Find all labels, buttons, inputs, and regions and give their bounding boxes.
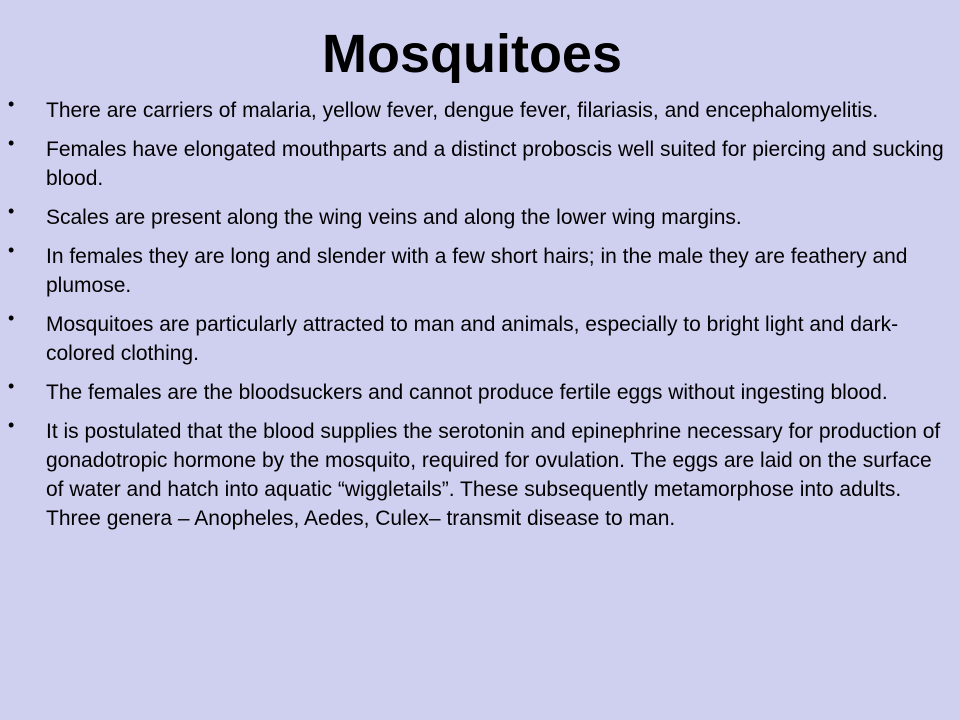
bullet-icon: • <box>8 376 15 396</box>
bullet-icon: • <box>8 201 15 221</box>
bullet-text: Females have elongated mouthparts and a distinct proboscis well suited for piercing and sucking blood. <box>46 138 944 190</box>
bullet-text: There are carriers of malaria, yellow fever, dengue fever, filariasis, and encephalomyelitis. <box>46 99 879 122</box>
bullet-icon: • <box>8 415 15 435</box>
bullet-item <box>0 135 946 193</box>
bullet-item <box>0 203 946 232</box>
bullet-icon: • <box>8 133 15 153</box>
bullet-icon: • <box>8 94 15 114</box>
bullet-item <box>0 242 946 300</box>
bullet-icon: • <box>8 240 15 260</box>
bullet-item <box>0 417 946 533</box>
bullet-icon: • <box>8 308 15 328</box>
bullet-item <box>0 378 946 407</box>
bullet-text: In females they are long and slender with a few short hairs; in the male they are feathery and plumose. <box>46 245 908 297</box>
slide-title: Mosquitoes <box>321 24 622 84</box>
bullet-text: Scales are present along the wing veins and along the lower wing margins. <box>46 206 742 229</box>
bullet-text: Mosquitoes are particularly attracted to man and animals, especially to bright light and dark-colored clothing. <box>46 313 899 365</box>
bullet-text: The females are the bloodsuckers and cannot produce fertile eggs without ingesting blood. <box>46 381 888 404</box>
bullet-item <box>0 310 946 368</box>
bullet-item <box>0 96 946 125</box>
bullet-text: It is postulated that the blood supplies the serotonin and epinephrine necessary for production of gonadotropic hormone by the mosquito, required for ovulation. The eggs are laid on the surface of water and hatch into aquatic “wiggletails”. These subsequently metamorphose into adults. Three genera – Anopheles, Aedes, Culex– transmit disease to man. <box>46 420 941 530</box>
bullet-list <box>0 96 960 543</box>
